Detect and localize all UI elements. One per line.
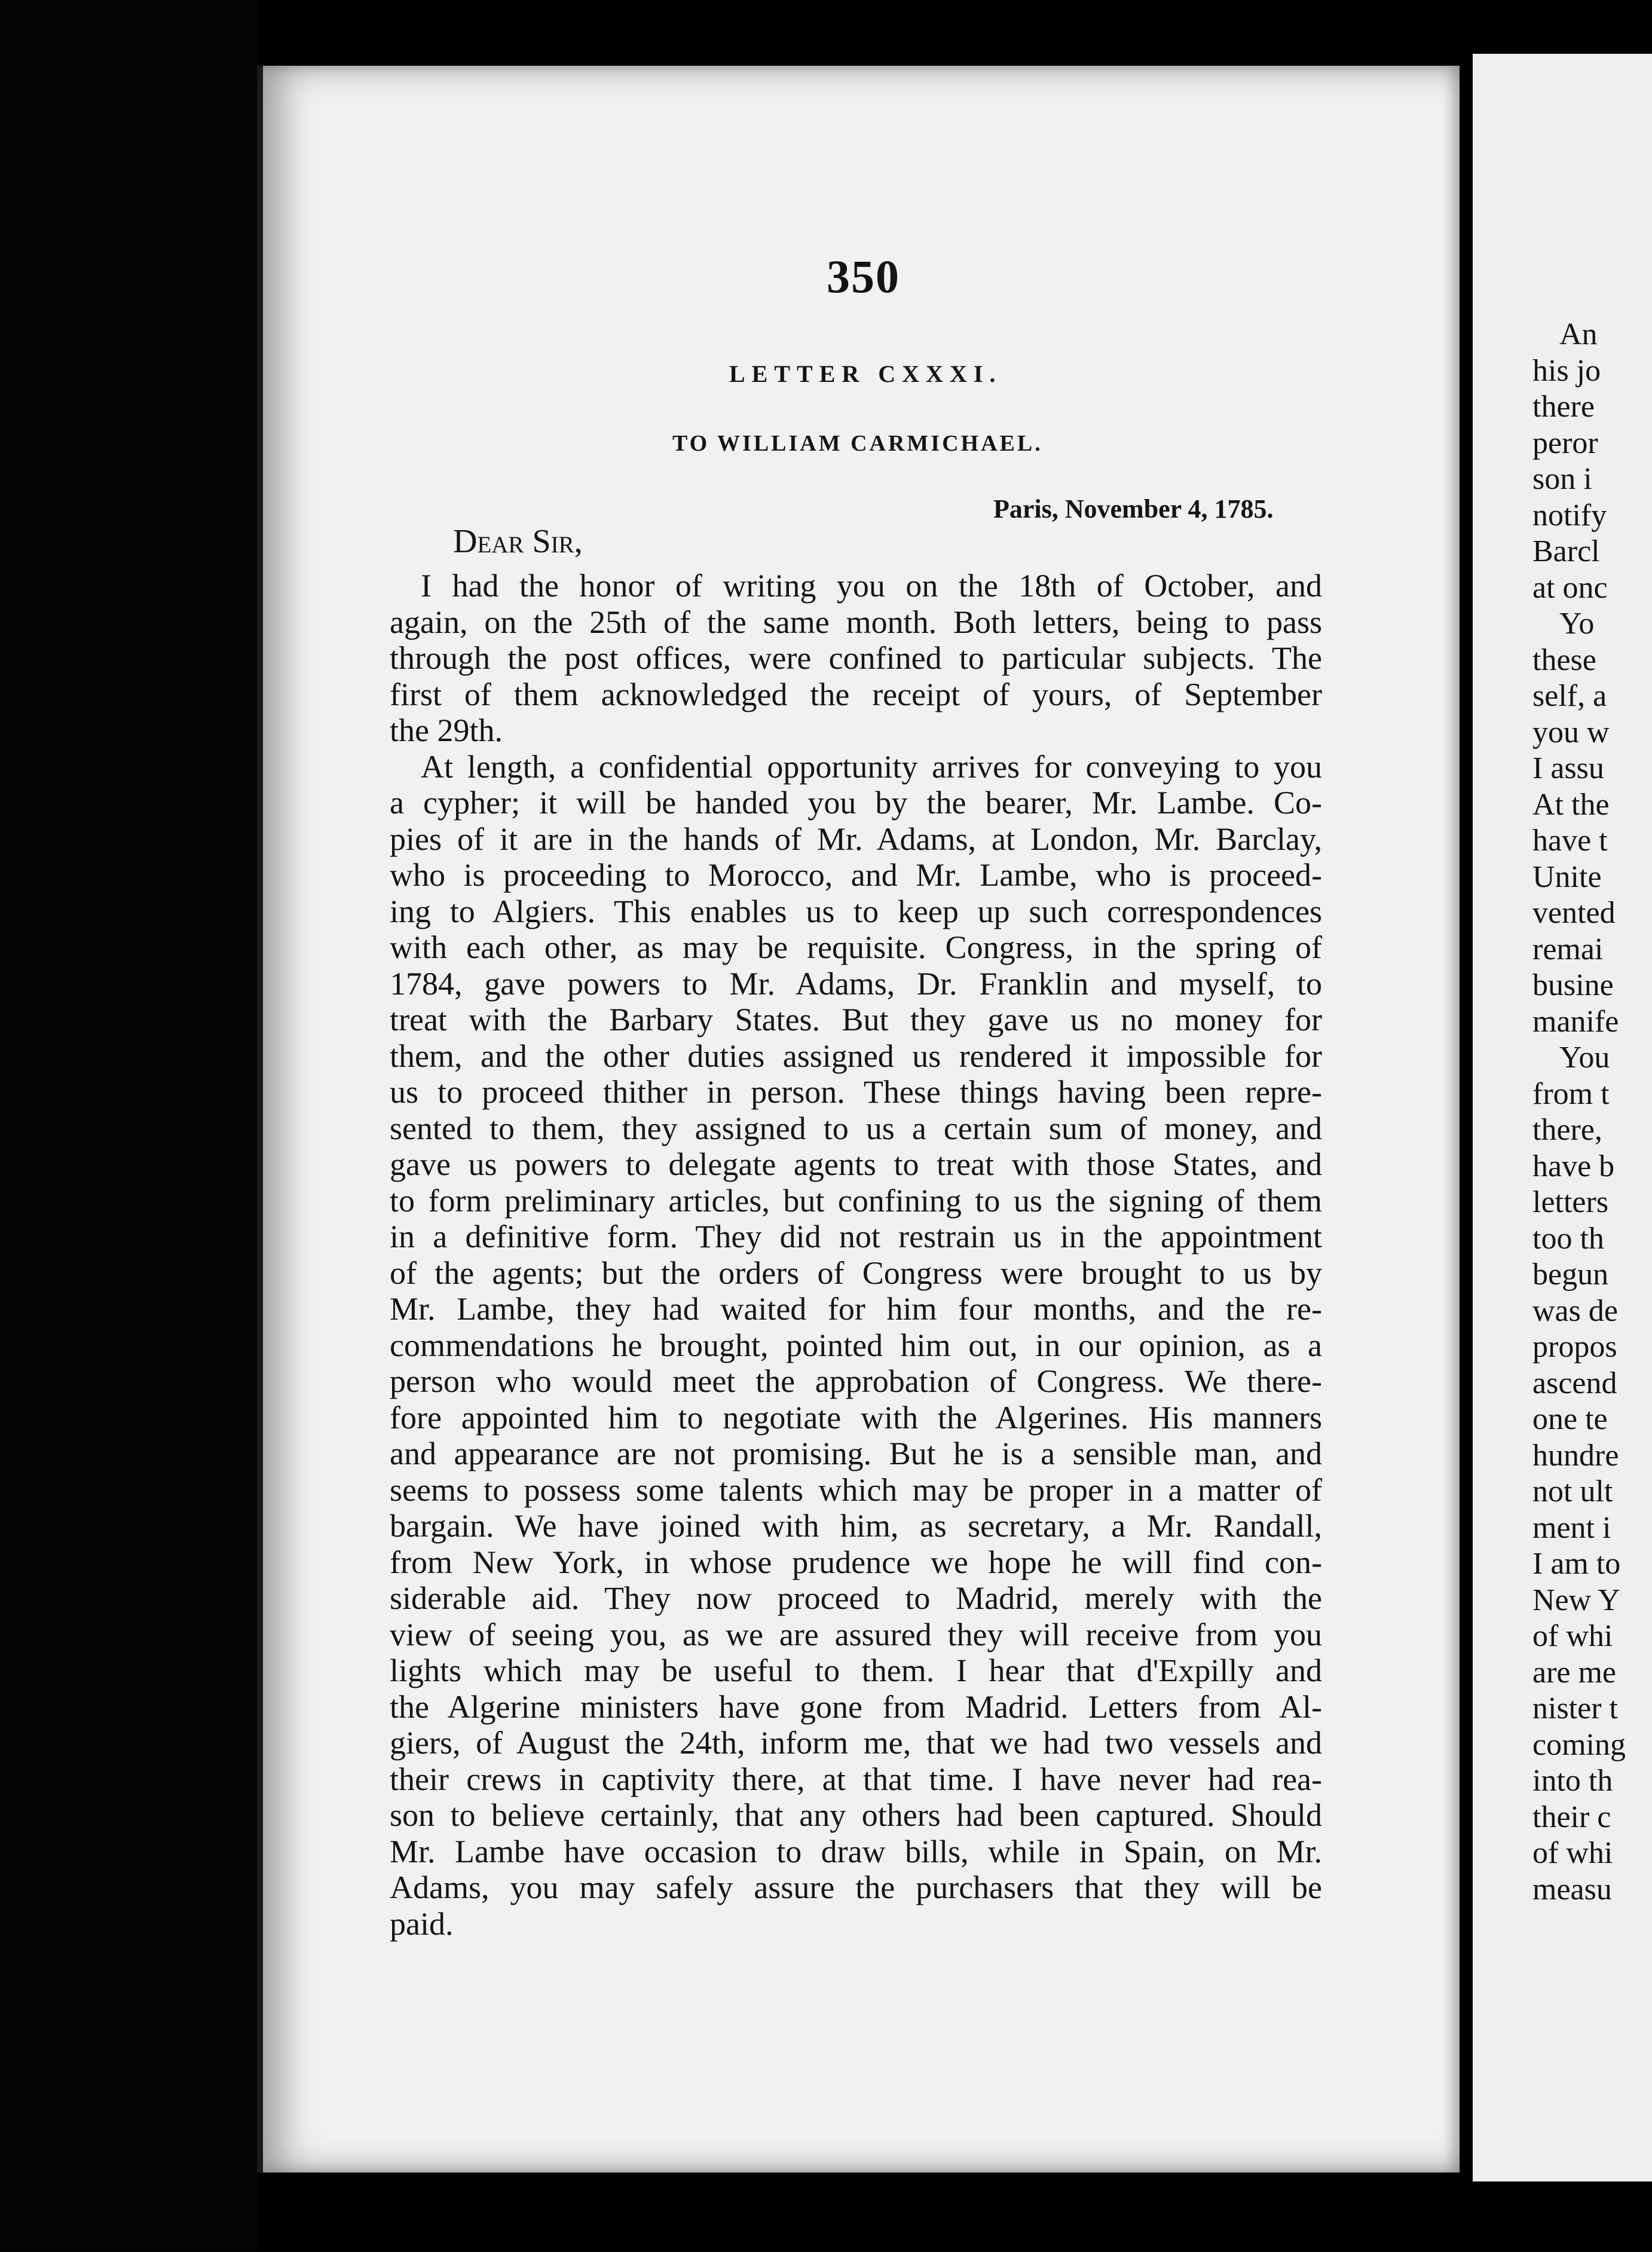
page-number: 350 — [827, 250, 900, 302]
facing-page-line: remai — [1532, 932, 1604, 966]
facing-page-line: You — [1559, 1041, 1610, 1075]
facing-page-line: you w — [1532, 715, 1610, 749]
text-line: bargain. We have joined with him, as secretary, a Mr. Randall, — [390, 1508, 1322, 1544]
facing-page-line: have t — [1532, 824, 1608, 858]
facing-page-line: there — [1532, 390, 1595, 424]
facing-page-line: of whi — [1532, 1836, 1613, 1870]
film-border-left — [0, 0, 257, 2252]
facing-page-line: I assu — [1532, 751, 1604, 785]
text-line: son to believe certainly, that any others had been captured. Should — [390, 1797, 1322, 1833]
text-line: Mr. Lambe have occasion to draw bills, while in Spain, on Mr. — [390, 1833, 1322, 1869]
letter-body — [390, 568, 1322, 1942]
text-line: treat with the Barbary States. But they gave us no money for — [390, 1002, 1322, 1038]
facing-page-line: ascend — [1532, 1366, 1617, 1400]
text-line: the 29th. — [390, 712, 503, 748]
text-line: pies of it are in the hands of Mr. Adams, at London, Mr. Barclay, — [390, 821, 1322, 857]
facing-page-line: Unite — [1532, 859, 1602, 894]
facing-page-line: coming — [1532, 1727, 1626, 1762]
text-line: of the agents; but the orders of Congress were brought to us by — [390, 1254, 1322, 1291]
text-line: Adams, you may safely assure the purchasers that they will be — [390, 1869, 1322, 1905]
text-line: sented to them, they assigned to us a certain sum of money, and — [390, 1110, 1322, 1146]
facing-page-line: peror — [1532, 426, 1598, 460]
facing-page-line: are me — [1532, 1655, 1617, 1690]
facing-page-line: measu — [1532, 1872, 1612, 1907]
facing-page-line: hundre — [1532, 1438, 1619, 1473]
text-line: again, on the 25th of the same month. Both letters, being to pass — [390, 604, 1322, 640]
text-line: in a definitive form. They did not restrain us in the appointment — [390, 1219, 1322, 1254]
letter-addressee: TO WILLIAM CARMICHAEL. — [672, 431, 1043, 456]
text-line: first of them acknowledged the receipt of yours, of September — [390, 676, 1322, 712]
facing-page-line: from t — [1532, 1076, 1610, 1111]
text-line: the Algerine ministers have gone from Madrid. Letters from Al- — [390, 1688, 1322, 1725]
facing-page-line: begun — [1532, 1257, 1609, 1292]
facing-page-line: into th — [1532, 1764, 1613, 1798]
facing-page-line: at onc — [1532, 570, 1608, 605]
facing-page-line: vented — [1532, 896, 1616, 930]
text-line: from New York, in whose prudence we hope he will find con- — [390, 1544, 1322, 1580]
facing-page-line: Barcl — [1532, 534, 1600, 568]
text-line: fore appointed him to negotiate with the Algerines. His manners — [390, 1399, 1322, 1436]
text-line: who is proceeding to Morocco, and Mr. Lambe, who is proceed- — [390, 857, 1322, 893]
facing-page-line: have b — [1532, 1149, 1615, 1183]
book-page — [257, 66, 1460, 2173]
facing-page-line: nister t — [1532, 1691, 1618, 1725]
facing-page-line: not ult — [1532, 1474, 1613, 1509]
facing-page-line: too th — [1532, 1221, 1604, 1256]
text-line: with each other, as may be requisite. Congress, in the spring of — [390, 929, 1322, 965]
text-line: giers, of August the 24th, inform me, that we had two vessels and — [390, 1725, 1322, 1761]
page-edge-shadow — [257, 66, 263, 2173]
letter-heading: LETTER CXXXI. — [729, 360, 1002, 387]
text-line: At length, a confidential opportunity arrives for conveying to you — [421, 748, 1322, 785]
facing-page-line: of whi — [1532, 1619, 1613, 1653]
facing-page-line: his jo — [1532, 353, 1601, 388]
text-line: a cypher; it will be handed you by the bearer, Mr. Lambe. Co- — [390, 785, 1322, 821]
text-line: ing to Algiers. This enables us to keep up such correspondences — [390, 893, 1322, 929]
facing-page-line: one te — [1532, 1402, 1608, 1436]
text-line: through the post offices, were confined to particular subjects. The — [390, 640, 1322, 676]
facing-page-line: notify — [1532, 498, 1607, 533]
letter-salutation: Dear Sir, — [453, 523, 583, 560]
text-line: person who would meet the approbation of Congress. We there- — [390, 1363, 1322, 1399]
facing-page-line: letters — [1532, 1185, 1609, 1219]
text-line: gave us powers to delegate agents to treat with those States, and — [390, 1146, 1322, 1182]
facing-page-line: I am to — [1532, 1547, 1621, 1581]
facing-page-fragment — [1473, 54, 1652, 2181]
facing-page-line: their c — [1532, 1800, 1611, 1834]
book-gutter — [1460, 0, 1473, 2252]
text-line: I had the honor of writing you on the 18th of October, and — [421, 568, 1322, 604]
facing-page-line: At the — [1532, 787, 1610, 822]
facing-page-line: there, — [1532, 1113, 1602, 1147]
facing-page-line: manife — [1532, 1004, 1619, 1039]
facing-page-line: ment i — [1532, 1510, 1611, 1545]
facing-page-line: An — [1559, 317, 1598, 351]
facing-page-line: propos — [1532, 1330, 1617, 1364]
text-line: seems to possess some talents which may be proper in a matter of — [390, 1471, 1322, 1508]
text-line: their crews in captivity there, at that time. I have never had rea- — [390, 1761, 1322, 1797]
facing-page-line: was de — [1532, 1293, 1618, 1328]
text-line: us to proceed thither in person. These things having been repre- — [390, 1074, 1322, 1110]
facing-page-line: son i — [1532, 462, 1592, 496]
text-line: paid. — [390, 1905, 454, 1942]
text-line: siderable aid. They now proceed to Madrid, merely with the — [390, 1580, 1322, 1616]
text-line: and appearance are not promising. But he is a sensible man, and — [390, 1436, 1322, 1471]
text-line: Mr. Lambe, they had waited for him four months, and the re- — [390, 1291, 1322, 1327]
facing-page-line: self, a — [1532, 679, 1607, 713]
text-line: them, and the other duties assigned us rendered it impossible for — [390, 1038, 1322, 1074]
letter-dateline: Paris, November 4, 1785. — [993, 494, 1274, 524]
facing-page-line: New Y — [1532, 1583, 1620, 1617]
text-line: commendations he brought, pointed him out, in our opinion, as a — [390, 1327, 1322, 1363]
text-line: 1784, gave powers to Mr. Adams, Dr. Franklin and myself, to — [390, 965, 1322, 1002]
facing-page-line: these — [1532, 642, 1596, 677]
facing-page-line: busine — [1532, 968, 1614, 1002]
text-line: to form preliminary articles, but confining to us the signing of them — [390, 1182, 1322, 1219]
facing-page-line: Yo — [1559, 607, 1595, 641]
text-line: view of seeing you, as we are assured they will receive from you — [390, 1616, 1322, 1653]
text-line: lights which may be useful to them. I hear that d'Expilly and — [390, 1653, 1322, 1688]
